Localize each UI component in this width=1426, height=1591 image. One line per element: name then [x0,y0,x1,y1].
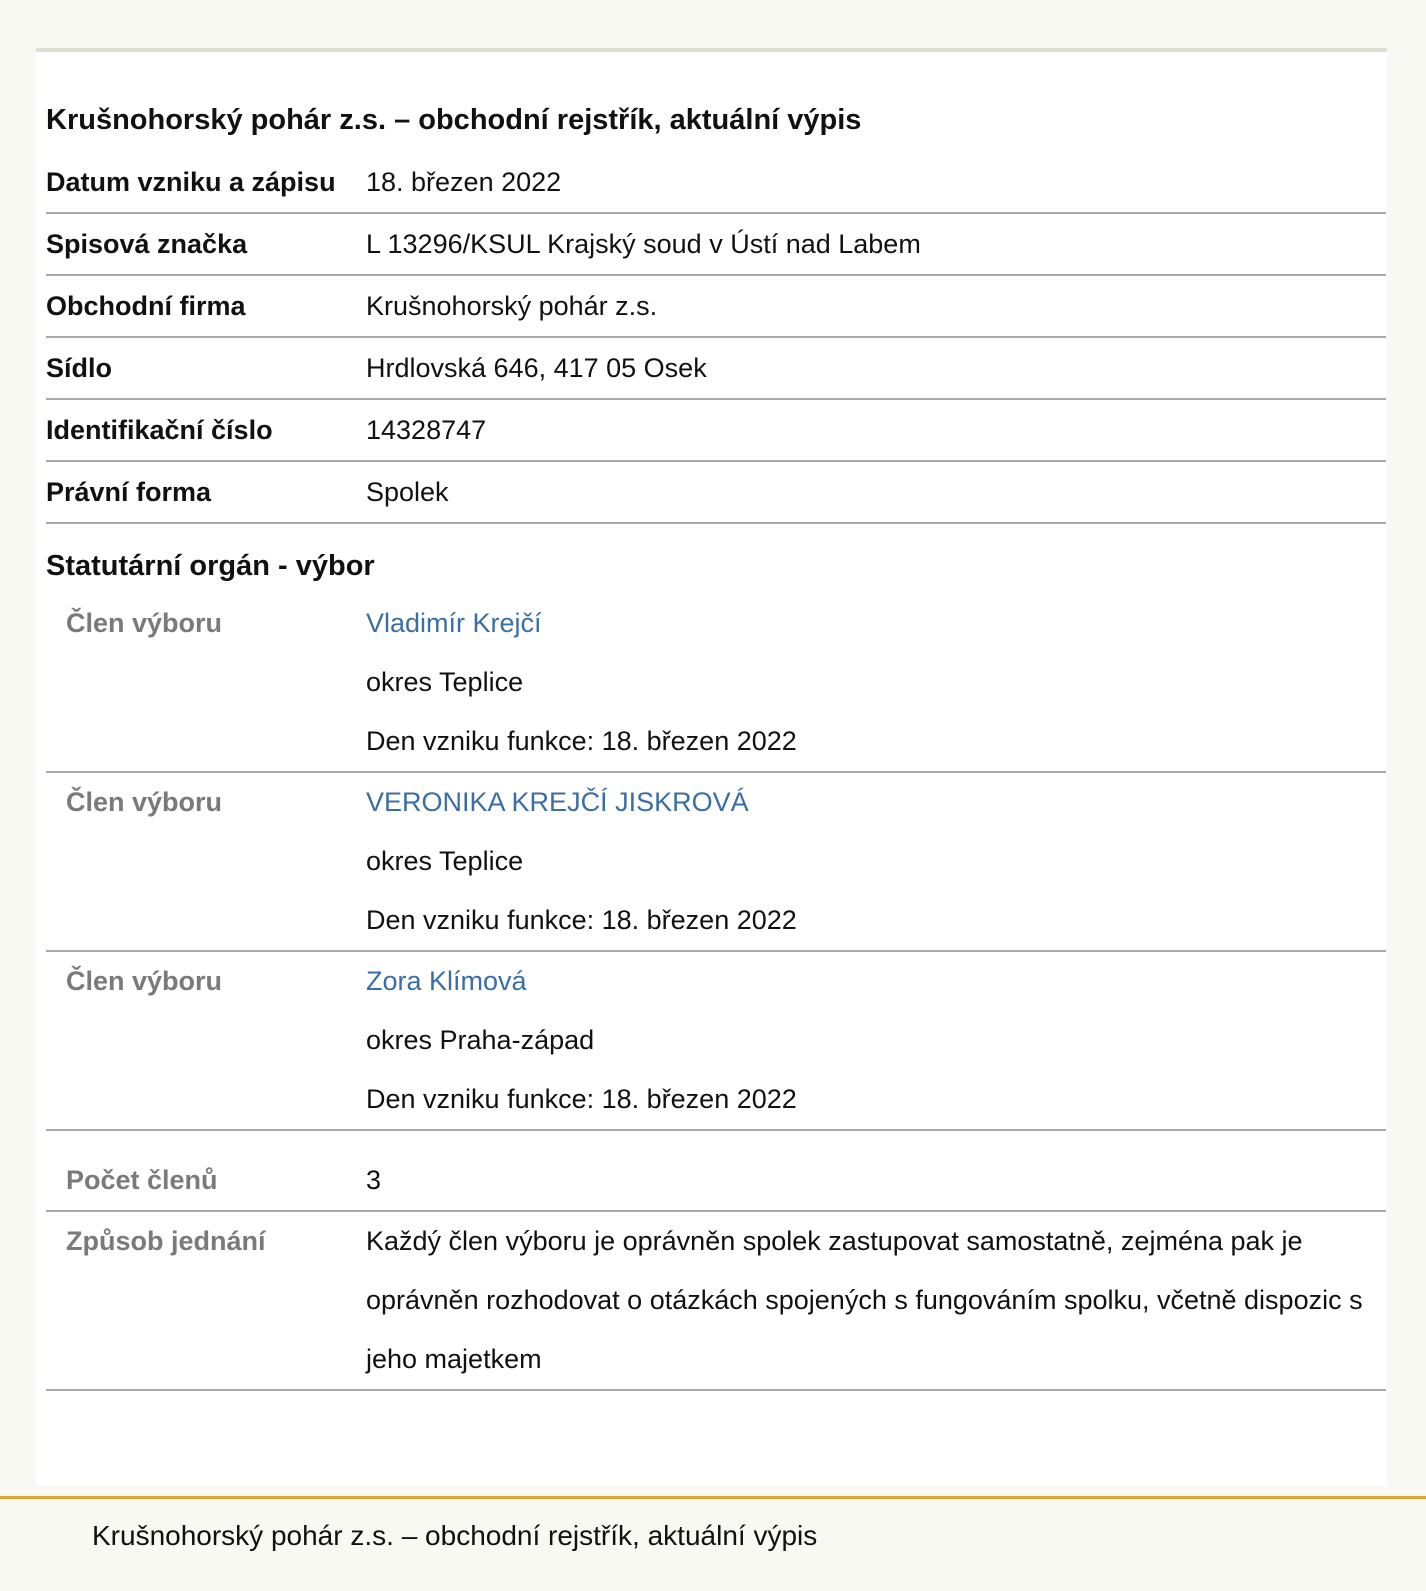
spis-value: L 13296/KSUL Krajský soud v Ústí nad Labem [366,229,921,259]
datum-label: Datum vzniku a zápisu [46,167,336,197]
member-row [46,594,1386,773]
member-role: Člen výboru [66,966,223,996]
member-since: Den vzniku funkce: 18. březen 2022 [366,726,797,756]
member-role: Člen výboru [66,787,223,817]
statutory-heading: Statutární orgán - výbor [46,550,375,582]
member-row [46,952,1386,1131]
spis-label: Spisová značka [46,229,248,259]
member-count-value: 3 [366,1165,382,1195]
member-name-link[interactable]: Vladimír Krejčí [366,608,542,638]
footer-title: Krušnohorský pohár z.s. – obchodní rejstřík, aktuální výpis [92,1520,818,1551]
member-name-link[interactable]: VERONIKA KREJČÍ JISKROVÁ [366,787,749,817]
member-details [366,773,1386,950]
datum-value: 18. březen 2022 [366,167,562,197]
page-title: Krušnohorský pohár z.s. – obchodní rejstřík, aktuální výpis [46,104,862,136]
member-details [366,952,1386,1129]
member-district: okres Praha-západ [366,1025,595,1055]
row-pravni-forma [46,462,1386,524]
firma-label: Obchodní firma [46,291,246,321]
page-footer [0,1496,1426,1591]
acting-method-label: Způsob jednání [66,1226,266,1256]
member-district: okres Teplice [366,846,524,876]
row-identifikacni-cislo [46,400,1386,462]
member-district: okres Teplice [366,667,524,697]
row-sidlo [46,338,1386,400]
row-datum-vzniku [46,152,1386,214]
firma-value: Krušnohorský pohár z.s. [366,291,658,321]
member-count-label: Počet členů [66,1165,218,1195]
member-count-row [46,1131,1386,1212]
sidlo-value: Hrdlovská 646, 417 05 Osek [366,353,707,383]
member-since: Den vzniku funkce: 18. březen 2022 [366,905,797,935]
acting-method-row [46,1212,1386,1391]
forma-label: Právní forma [46,477,212,507]
row-spisova-znacka [46,214,1386,276]
forma-value: Spolek [366,477,449,507]
ico-value: 14328747 [366,415,487,445]
member-role: Člen výboru [66,608,223,638]
register-panel [36,48,1387,1486]
sidlo-label: Sídlo [46,353,112,383]
register-rows [46,152,1386,1391]
member-name-link[interactable]: Zora Klímová [366,966,527,996]
ico-label: Identifikační číslo [46,415,273,445]
row-obchodni-firma [46,276,1386,338]
member-row [46,773,1386,952]
acting-method-value: Každý člen výboru je oprávněn spolek zastupovat samostatně, zejména pak je oprávněn rozhodovat o otázkách spojených s fungováním spolku, včetně dispozic s jeho majetkem [366,1226,1363,1374]
member-details [366,594,1386,771]
member-since: Den vzniku funkce: 18. březen 2022 [366,1084,797,1114]
